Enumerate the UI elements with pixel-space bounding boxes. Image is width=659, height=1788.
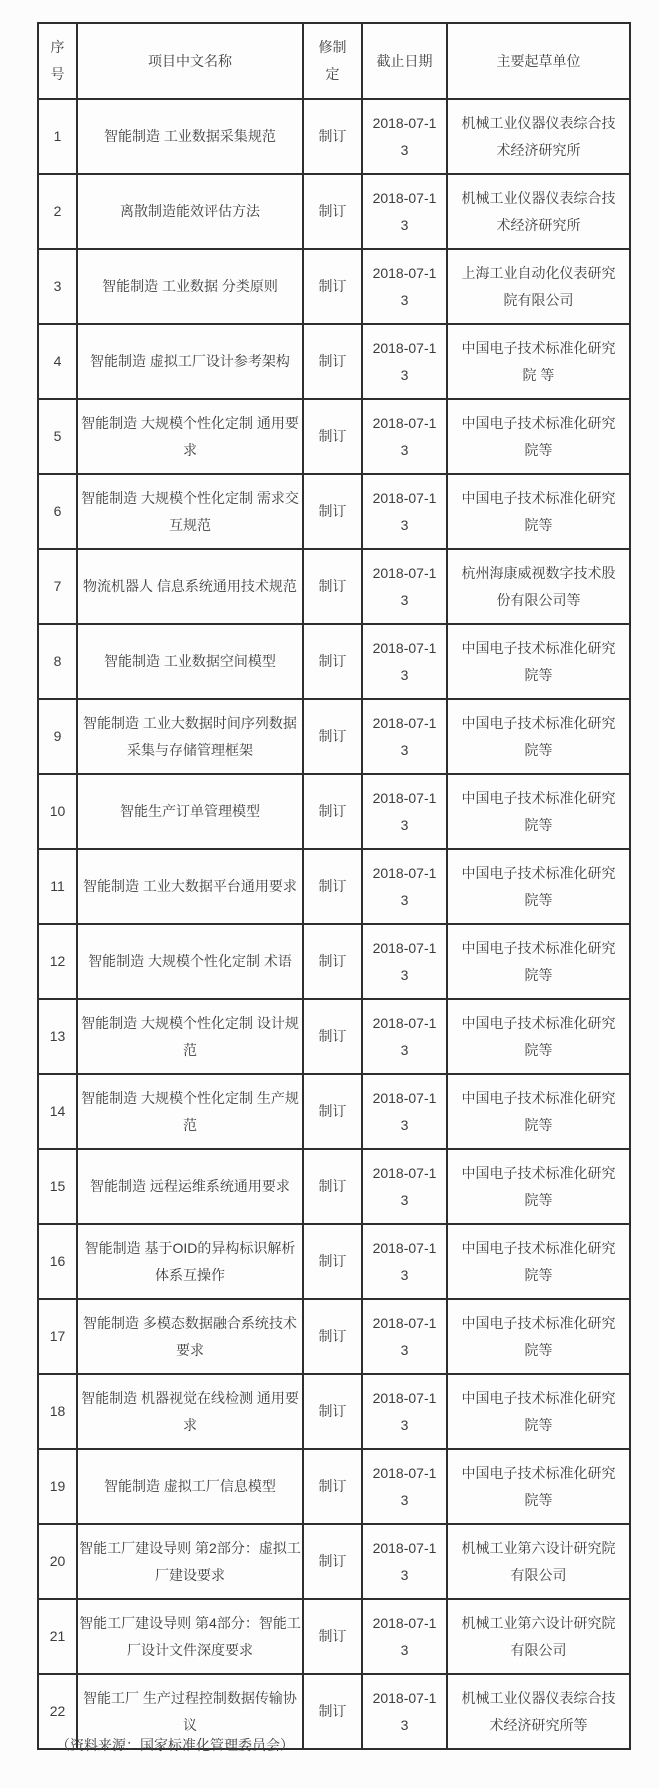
cell-drafting-unit: 中国电子技术标准化研究院等 — [447, 624, 630, 699]
cell-serial-number: 7 — [38, 549, 77, 624]
cell-revision-type: 制订 — [303, 474, 362, 549]
cell-deadline: 2018-07-13 — [362, 474, 447, 549]
header-serial-number: 序号 — [38, 23, 77, 99]
cell-revision-type: 制订 — [303, 399, 362, 474]
cell-serial-number: 9 — [38, 699, 77, 774]
cell-deadline: 2018-07-13 — [362, 549, 447, 624]
cell-drafting-unit: 中国电子技术标准化研究院等 — [447, 1224, 630, 1299]
cell-serial-number: 19 — [38, 1449, 77, 1524]
cell-serial-number: 15 — [38, 1149, 77, 1224]
cell-deadline: 2018-07-13 — [362, 1524, 447, 1599]
cell-revision-type: 制订 — [303, 249, 362, 324]
cell-project-name: 智能制造 虚拟工厂信息模型 — [77, 1449, 303, 1524]
cell-revision-type: 制订 — [303, 1149, 362, 1224]
cell-revision-type: 制订 — [303, 924, 362, 999]
table-row — [38, 924, 630, 999]
cell-deadline: 2018-07-13 — [362, 999, 447, 1074]
cell-project-name: 智能生产订单管理模型 — [77, 774, 303, 849]
cell-drafting-unit: 机械工业第六设计研究院有限公司 — [447, 1524, 630, 1599]
cell-project-name: 智能制造 大规模个性化定制 术语 — [77, 924, 303, 999]
cell-deadline: 2018-07-13 — [362, 1449, 447, 1524]
cell-drafting-unit: 中国电子技术标准化研究院 等 — [447, 324, 630, 399]
cell-serial-number: 16 — [38, 1224, 77, 1299]
standards-table-document — [37, 22, 631, 1750]
cell-deadline: 2018-07-13 — [362, 249, 447, 324]
header-project-name: 项目中文名称 — [77, 23, 303, 99]
table-row — [38, 249, 630, 324]
cell-serial-number: 18 — [38, 1374, 77, 1449]
cell-project-name: 智能制造 远程运维系统通用要求 — [77, 1149, 303, 1224]
cell-deadline: 2018-07-13 — [362, 699, 447, 774]
header-revision-type: 修制定 — [303, 23, 362, 99]
cell-project-name: 智能制造 工业大数据时间序列数据采集与存储管理框架 — [77, 699, 303, 774]
cell-drafting-unit: 中国电子技术标准化研究院等 — [447, 1449, 630, 1524]
cell-revision-type: 制订 — [303, 174, 362, 249]
cell-serial-number: 8 — [38, 624, 77, 699]
cell-drafting-unit: 中国电子技术标准化研究院等 — [447, 474, 630, 549]
cell-revision-type: 制订 — [303, 324, 362, 399]
cell-revision-type: 制订 — [303, 849, 362, 924]
cell-drafting-unit: 中国电子技术标准化研究院等 — [447, 999, 630, 1074]
standards-table — [37, 22, 631, 1750]
table-row — [38, 1074, 630, 1149]
cell-project-name: 智能制造 工业数据空间模型 — [77, 624, 303, 699]
cell-drafting-unit: 机械工业仪器仪表综合技术经济研究所 — [447, 174, 630, 249]
cell-project-name: 智能工厂 生产过程控制数据传输协议 — [77, 1674, 303, 1749]
table-row — [38, 549, 630, 624]
table-row — [38, 1449, 630, 1524]
cell-drafting-unit: 中国电子技术标准化研究院等 — [447, 924, 630, 999]
cell-deadline: 2018-07-13 — [362, 174, 447, 249]
cell-deadline: 2018-07-13 — [362, 1074, 447, 1149]
cell-revision-type: 制订 — [303, 1449, 362, 1524]
header-deadline: 截止日期 — [362, 23, 447, 99]
table-body — [38, 99, 630, 1749]
cell-project-name: 智能制造 工业大数据平台通用要求 — [77, 849, 303, 924]
table-header — [38, 23, 630, 99]
cell-revision-type: 制订 — [303, 1374, 362, 1449]
cell-project-name: 智能制造 大规模个性化定制 设计规范 — [77, 999, 303, 1074]
cell-serial-number: 2 — [38, 174, 77, 249]
header-row — [38, 23, 630, 99]
cell-project-name: 智能制造 大规模个性化定制 通用要求 — [77, 399, 303, 474]
table-row — [38, 624, 630, 699]
cell-drafting-unit: 中国电子技术标准化研究院等 — [447, 1074, 630, 1149]
cell-revision-type: 制订 — [303, 1674, 362, 1749]
cell-project-name: 智能制造 多模态数据融合系统技术要求 — [77, 1299, 303, 1374]
cell-drafting-unit: 中国电子技术标准化研究院等 — [447, 774, 630, 849]
cell-project-name: 智能制造 工业数据 分类原则 — [77, 249, 303, 324]
cell-project-name: 智能工厂建设导则 第4部分：智能工厂设计文件深度要求 — [77, 1599, 303, 1674]
cell-deadline: 2018-07-13 — [362, 1299, 447, 1374]
cell-serial-number: 10 — [38, 774, 77, 849]
cell-drafting-unit: 中国电子技术标准化研究院等 — [447, 699, 630, 774]
cell-serial-number: 22 — [38, 1674, 77, 1749]
cell-drafting-unit: 上海工业自动化仪表研究院有限公司 — [447, 249, 630, 324]
cell-project-name: 离散制造能效评估方法 — [77, 174, 303, 249]
cell-deadline: 2018-07-13 — [362, 1149, 447, 1224]
cell-revision-type: 制订 — [303, 99, 362, 174]
cell-drafting-unit: 中国电子技术标准化研究院等 — [447, 399, 630, 474]
cell-deadline: 2018-07-13 — [362, 1674, 447, 1749]
cell-deadline: 2018-07-13 — [362, 924, 447, 999]
cell-project-name: 智能工厂建设导则 第2部分：虚拟工厂建设要求 — [77, 1524, 303, 1599]
table-row — [38, 399, 630, 474]
cell-drafting-unit: 中国电子技术标准化研究院等 — [447, 1149, 630, 1224]
cell-revision-type: 制订 — [303, 624, 362, 699]
cell-serial-number: 4 — [38, 324, 77, 399]
table-row — [38, 99, 630, 174]
cell-serial-number: 13 — [38, 999, 77, 1074]
cell-serial-number: 20 — [38, 1524, 77, 1599]
table-row — [38, 1149, 630, 1224]
cell-drafting-unit: 机械工业仪器仪表综合技术经济研究所等 — [447, 1674, 630, 1749]
cell-drafting-unit: 中国电子技术标准化研究院等 — [447, 1374, 630, 1449]
cell-serial-number: 12 — [38, 924, 77, 999]
cell-revision-type: 制订 — [303, 1524, 362, 1599]
cell-revision-type: 制订 — [303, 774, 362, 849]
table-row — [38, 849, 630, 924]
table-row — [38, 999, 630, 1074]
cell-revision-type: 制订 — [303, 1599, 362, 1674]
cell-deadline: 2018-07-13 — [362, 324, 447, 399]
cell-project-name: 智能制造 工业数据采集规范 — [77, 99, 303, 174]
cell-serial-number: 17 — [38, 1299, 77, 1374]
table-row — [38, 324, 630, 399]
table-row — [38, 174, 630, 249]
header-drafting-unit: 主要起草单位 — [447, 23, 630, 99]
cell-revision-type: 制订 — [303, 699, 362, 774]
cell-project-name: 智能制造 大规模个性化定制 需求交互规范 — [77, 474, 303, 549]
cell-revision-type: 制订 — [303, 999, 362, 1074]
cell-serial-number: 3 — [38, 249, 77, 324]
cell-project-name: 智能制造 基于OID的异构标识解析体系互操作 — [77, 1224, 303, 1299]
cell-deadline: 2018-07-13 — [362, 624, 447, 699]
cell-deadline: 2018-07-13 — [362, 399, 447, 474]
cell-serial-number: 11 — [38, 849, 77, 924]
cell-revision-type: 制订 — [303, 549, 362, 624]
cell-deadline: 2018-07-13 — [362, 1224, 447, 1299]
source-note: （资料来源：国家标准化管理委员会） — [56, 1737, 294, 1753]
table-row — [38, 1524, 630, 1599]
table-row — [38, 1224, 630, 1299]
cell-drafting-unit: 杭州海康威视数字技术股份有限公司等 — [447, 549, 630, 624]
cell-revision-type: 制订 — [303, 1299, 362, 1374]
table-row — [38, 774, 630, 849]
cell-serial-number: 5 — [38, 399, 77, 474]
cell-project-name: 智能制造 机器视觉在线检测 通用要求 — [77, 1374, 303, 1449]
cell-serial-number: 6 — [38, 474, 77, 549]
cell-project-name: 物流机器人 信息系统通用技术规范 — [77, 549, 303, 624]
cell-revision-type: 制订 — [303, 1074, 362, 1149]
cell-drafting-unit: 机械工业第六设计研究院有限公司 — [447, 1599, 630, 1674]
table-row — [38, 1599, 630, 1674]
cell-drafting-unit: 中国电子技术标准化研究院等 — [447, 1299, 630, 1374]
table-row — [38, 1299, 630, 1374]
cell-deadline: 2018-07-13 — [362, 99, 447, 174]
cell-deadline: 2018-07-13 — [362, 1374, 447, 1449]
table-row — [38, 699, 630, 774]
cell-deadline: 2018-07-13 — [362, 774, 447, 849]
cell-serial-number: 21 — [38, 1599, 77, 1674]
cell-revision-type: 制订 — [303, 1224, 362, 1299]
cell-deadline: 2018-07-13 — [362, 849, 447, 924]
cell-project-name: 智能制造 虚拟工厂设计参考架构 — [77, 324, 303, 399]
cell-serial-number: 14 — [38, 1074, 77, 1149]
cell-deadline: 2018-07-13 — [362, 1599, 447, 1674]
table-row — [38, 474, 630, 549]
cell-project-name: 智能制造 大规模个性化定制 生产规范 — [77, 1074, 303, 1149]
cell-drafting-unit: 中国电子技术标准化研究院等 — [447, 849, 630, 924]
cell-drafting-unit: 机械工业仪器仪表综合技术经济研究所 — [447, 99, 630, 174]
cell-serial-number: 1 — [38, 99, 77, 174]
table-row — [38, 1374, 630, 1449]
